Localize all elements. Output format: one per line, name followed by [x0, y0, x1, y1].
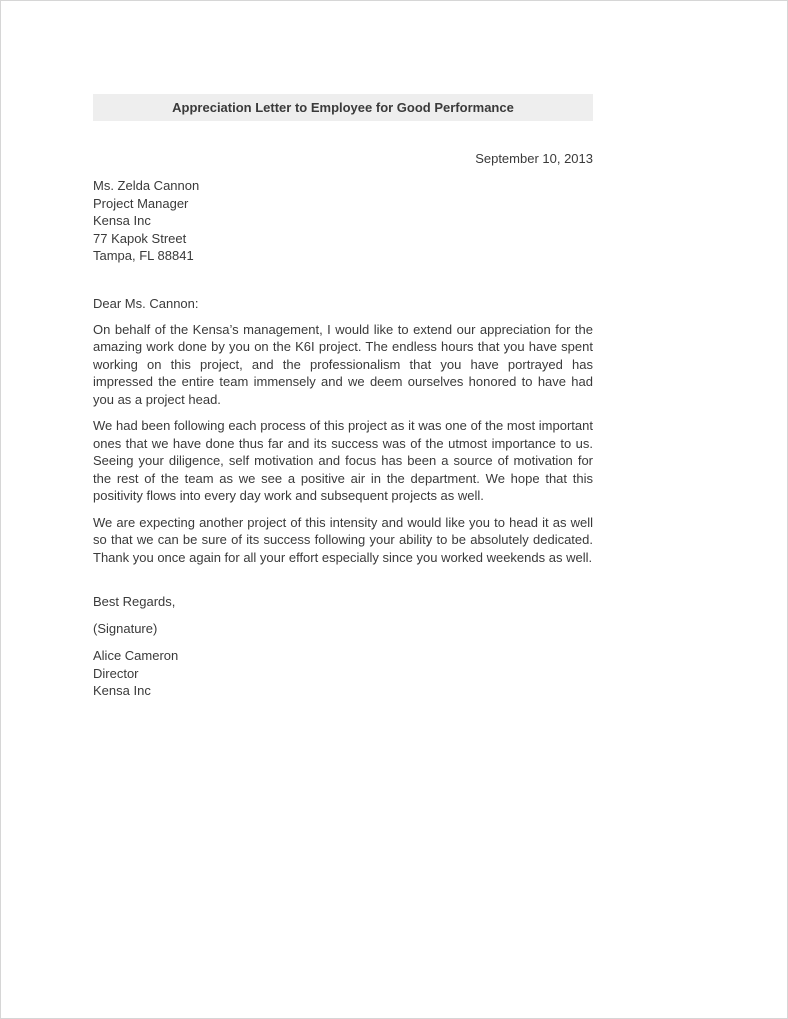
recipient-name: Ms. Zelda Cannon: [93, 178, 200, 193]
recipient-position: Project Manager: [93, 195, 189, 211]
sender-block: [93, 647, 593, 700]
recipient-address: [93, 177, 593, 265]
closing: Best Regards,: [93, 594, 176, 609]
letter-title: Appreciation Letter to Employee for Good Performance: [93, 94, 593, 121]
recipient-city: Tampa, FL 88841: [93, 248, 194, 263]
paragraph-3: We are expecting another project of this intensity and would like you to head it as well so that we can be sure of its success following your ability to be absolutely dedicated. Thank you once again for all your effort especially since you worked weekends as well.: [93, 514, 593, 565]
paragraph-2: We had been following each process of this project as it was one of the most important ones that we have done thus far and its success was of the utmost importance to us. Seeing your diligence, self motivation and focus has been a source of motivation for the rest of the team as we see a positive air in the department. We hope that this positivity flows into every day work and subsequent projects as well.: [93, 418, 593, 503]
paragraph-1: On behalf of the Kensa’s management, I would like to extend our appreciation for the amazing work done by you on the K6I project. The endless hours that you have spent working on this project, and the professionalism that you have portrayed has impressed the entire team immensely and we deem ourselves honored to have had you as a project head.: [93, 321, 593, 407]
recipient-company: Kensa Inc: [93, 213, 151, 228]
letter-date: September 10, 2013: [475, 151, 593, 166]
sender-position: Director: [93, 665, 139, 681]
signature-placeholder: (Signature): [93, 621, 158, 636]
letter-body: [93, 94, 593, 700]
recipient-street: 77 Kapok Street: [93, 230, 187, 246]
sender-company: Kensa Inc: [93, 683, 151, 698]
salutation: Dear Ms. Cannon:: [93, 295, 199, 311]
sender-name: Alice Cameron: [93, 648, 179, 663]
